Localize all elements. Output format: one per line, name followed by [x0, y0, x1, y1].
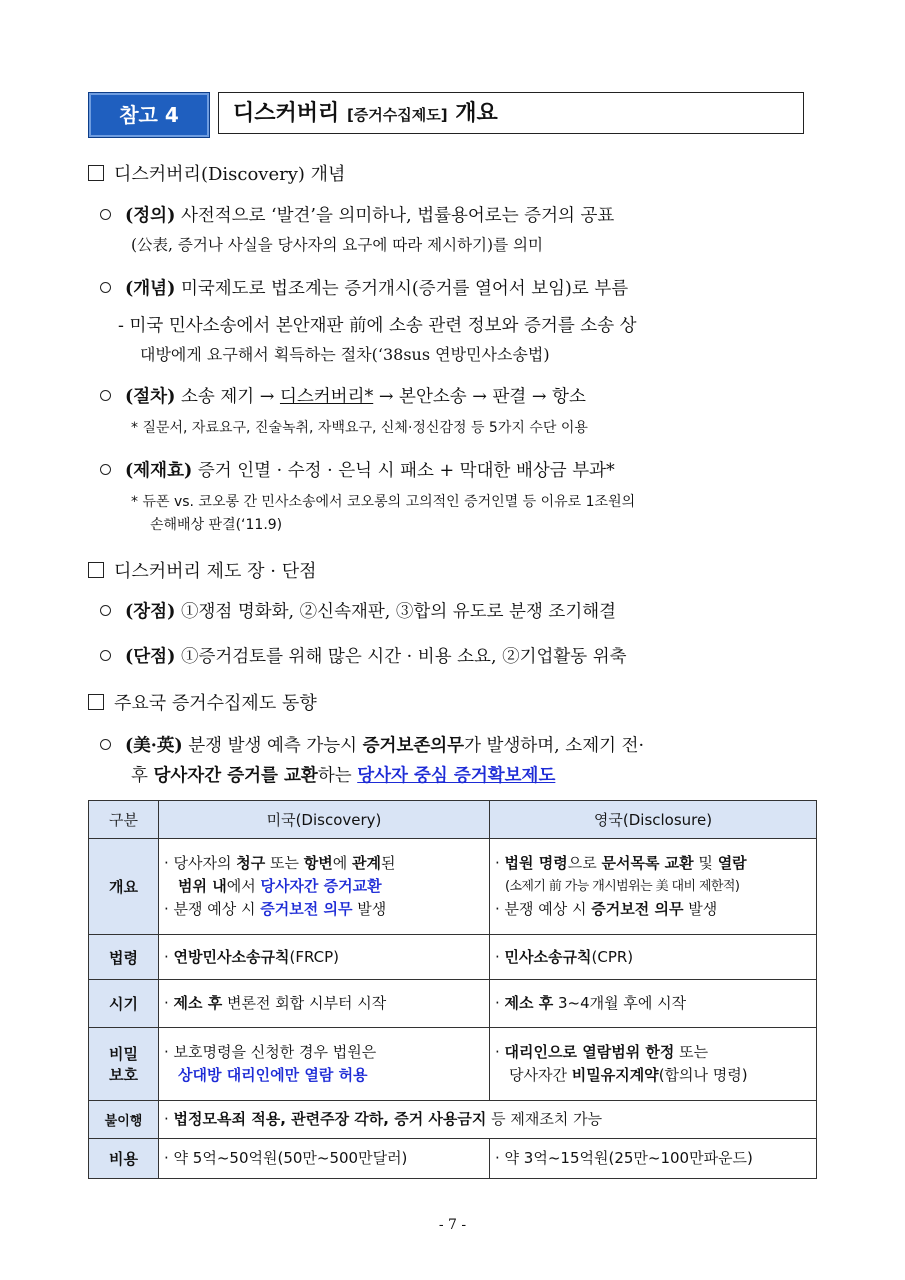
- cell-line: · 분쟁 예상 시 증거보전 의무 발생: [164, 900, 387, 918]
- cell-line: · 당사자의 청구 또는 항변에 관계된: [164, 854, 396, 872]
- table-row: [89, 1139, 817, 1179]
- us-uk-continued: 후 당사자간 증거를 교환하는 당사자 중심 증거확보제도: [131, 766, 556, 786]
- cell-line: · 제소 후 변론전 회합 시부터 시작: [164, 994, 387, 1012]
- header-category: 구분: [89, 801, 159, 839]
- us-cell: [159, 1139, 490, 1179]
- bullet-circle-icon: [100, 650, 111, 661]
- title-tail: 개요: [455, 101, 498, 126]
- definition-continued: (公表, 증거나 사실을 당사자의 요구에 따라 제시하기)를 의미: [131, 236, 543, 254]
- table-row: [89, 980, 817, 1028]
- table-row: [89, 935, 817, 980]
- cell-line: · 연방민사소송규칙(FRCP): [164, 947, 339, 966]
- cell-line: · 제소 후 3~4개월 후에 시작: [495, 994, 687, 1012]
- table-header-row: [89, 801, 817, 839]
- checkbox-square-icon: [88, 694, 104, 710]
- table-row: [89, 1101, 817, 1139]
- cell-line: · 분쟁 예상 시 증거보전 의무 발생: [495, 900, 718, 918]
- concept-dash-line: - 미국 민사소송에서 본안재판 前에 소송 관련 정보와 증거를 소송 상: [118, 316, 637, 336]
- bullet-procedure: (절차) 소송 제기 → 디스커버리* → 본안소송 → 판결 → 항소: [100, 383, 586, 408]
- bullet-circle-icon: [100, 739, 111, 750]
- section-heading-concept: 디스커버리(Discovery) 개념: [88, 160, 345, 186]
- cell-line: 당사자간 비밀유지계약(합의나 명령): [509, 1066, 748, 1084]
- page-title: [218, 92, 804, 134]
- bullet-circle-icon: [100, 390, 111, 401]
- bullet-concept: (개념) 미국제도로 법조계는 증거개시(증거를 열어서 보임)로 부름: [100, 275, 628, 300]
- uk-cell: [490, 1139, 817, 1179]
- cell-line: · 법정모욕죄 적용, 관련주장 각하, 증거 사용금지 등 제재조치 가능: [164, 1110, 603, 1128]
- bullet-pros: (장점) ①쟁점 명화화, ②신속재판, ③합의 유도로 분쟁 조기해결: [100, 598, 616, 623]
- sanction-note-1: * 듀폰 vs. 코오롱 간 민사소송에서 코오롱의 고의적인 증거인멸 등 이유로 1조원의: [131, 494, 636, 510]
- section-heading-trends: 주요국 증거수집제도 동향: [88, 689, 317, 715]
- cell-line: · 법원 명령으로 문서목록 교환 및 열람: [495, 854, 747, 872]
- cell-line: · 대리인으로 열람범위 한정 또는: [495, 1043, 709, 1061]
- us-cell: [159, 980, 490, 1028]
- uk-cell: [490, 935, 817, 980]
- sanction-note-2: 손해배상 판결(‘11.9): [150, 517, 283, 533]
- bullet-circle-icon: [100, 605, 111, 616]
- cell-line: (소제기 前 가능 개시범위는 美 대비 제한적): [505, 879, 740, 894]
- row-category: 시기: [89, 980, 159, 1028]
- checkbox-square-icon: [88, 165, 104, 181]
- section-heading-pros-cons: 디스커버리 제도 장 · 단점: [88, 557, 317, 583]
- us-cell: [159, 1028, 490, 1101]
- cell-line: · 약 5억~50억원(50만~500만달러): [164, 1149, 408, 1167]
- bullet-circle-icon: [100, 464, 111, 475]
- cell-line: · 보호명령을 신청한 경우 법원은: [164, 1043, 377, 1061]
- reference-badge: 참고 4: [88, 92, 210, 138]
- title-row: [88, 92, 805, 136]
- bullet-circle-icon: [100, 282, 111, 293]
- row-category: 개요: [89, 839, 159, 935]
- row-category: 비밀 보호: [89, 1028, 159, 1101]
- cell-line: 범위 내에서 당사자간 증거교환: [178, 877, 382, 895]
- checkbox-square-icon: [88, 562, 104, 578]
- header-us: 미국(Discovery): [159, 801, 490, 839]
- comparison-table: [88, 800, 817, 1179]
- cell-line: · 민사소송규칙(CPR): [495, 947, 634, 966]
- table-row: [89, 1028, 817, 1101]
- table-row: [89, 839, 817, 935]
- uk-cell: [490, 980, 817, 1028]
- bullet-us-uk: (美·英) 분쟁 발생 예측 가능시 증거보존의무가 발생하며, 소제기 전·: [100, 732, 644, 757]
- uk-cell: [490, 839, 817, 935]
- header-uk: 영국(Disclosure): [490, 801, 817, 839]
- merged-cell: [159, 1101, 817, 1139]
- bullet-circle-icon: [100, 209, 111, 220]
- bullet-cons: (단점) ①증거검토를 위해 많은 시간 · 비용 소요, ②기업활동 위축: [100, 643, 627, 668]
- page-number: - 7 -: [438, 1217, 467, 1233]
- us-cell: [159, 839, 490, 935]
- row-category: 법령: [89, 935, 159, 980]
- row-category: 불이행: [89, 1101, 159, 1139]
- title-sub: [증거수집제도]: [346, 106, 448, 124]
- uk-cell: [490, 1028, 817, 1101]
- row-category: 비용: [89, 1139, 159, 1179]
- title-main: 디스커버리: [233, 101, 340, 126]
- concept-dash-continued: 대방에게 요구해서 획득하는 절차(‘38sus 연방민사소송법): [140, 345, 550, 364]
- us-cell: [159, 935, 490, 980]
- procedure-note: * 질문서, 자료요구, 진술녹취, 자백요구, 신체·정신감정 등 5가지 수단 이용: [131, 420, 588, 436]
- cell-line: · 약 3억~15억원(25만~100만파운드): [495, 1149, 753, 1167]
- bullet-definition: (정의) 사전적으로 ‘발견’을 의미하나, 법률용어로는 증거의 공표: [100, 202, 614, 227]
- bullet-sanction: (제재효) 증거 인멸 · 수정 · 은닉 시 패소 + 막대한 배상금 부과*: [100, 457, 615, 482]
- cell-line: 상대방 대리인에만 열람 허용: [178, 1066, 368, 1084]
